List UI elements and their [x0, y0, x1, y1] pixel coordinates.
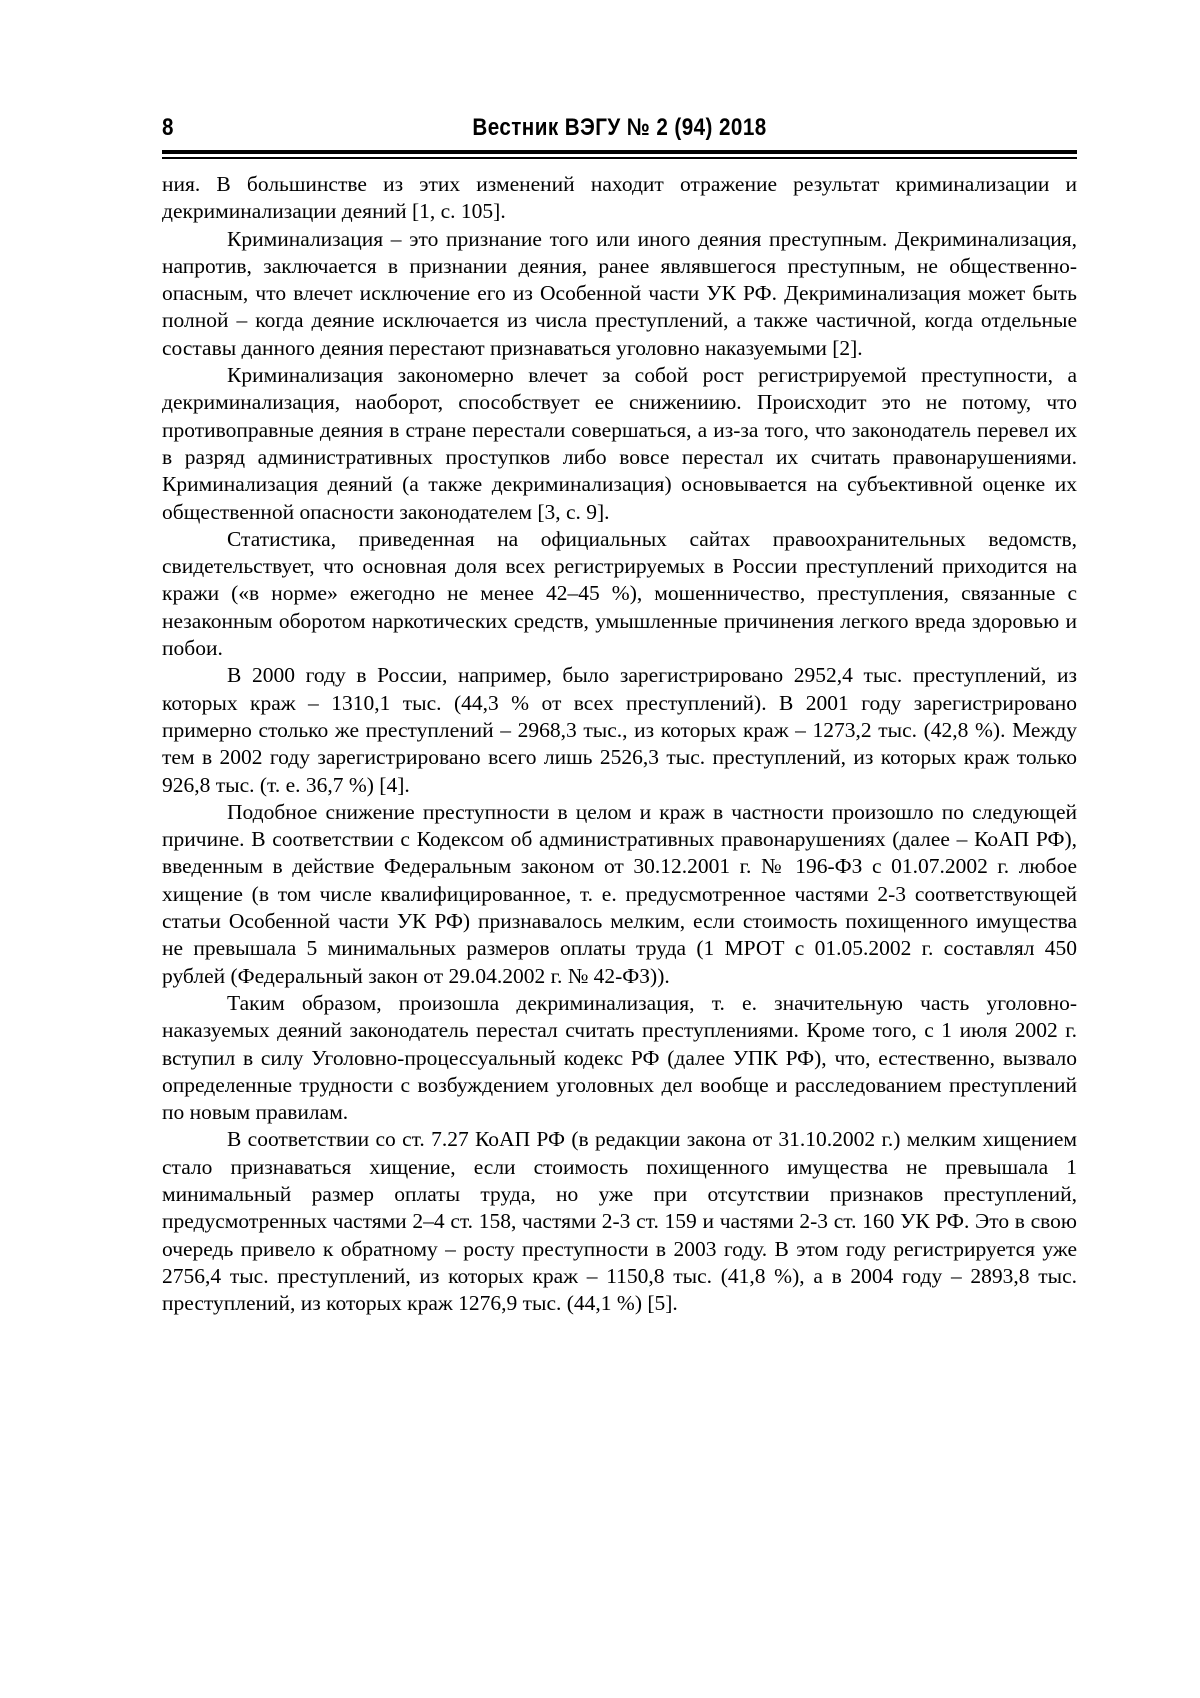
paragraph: Подобное снижение преступности в целом и краж в частности произошло по следующей причине. В соответствии с Кодексом об административных правонарушениях (далее – КоАП РФ), введенным в действие Федеральным законом от 30.12.2001 г. № 196-ФЗ с 01.07.2002 г. любое хищение (в том числе квалифицированное, т. е. предусмотренное частями 2-3 соответствующей статьи Особенной части УК РФ) признавалось мелким, если стоимость похищенного имущества не превышала 5 минимальных размеров оплаты труда (1 МРОТ с 01.05.2002 г. составлял 450 рублей (Федеральный закон от 29.04.2002 г. № 42-ФЗ)). [162, 799, 1077, 988]
paragraph: В соответствии со ст. 7.27 КоАП РФ (в редакции закона от 31.10.2002 г.) мелким хищением стало признаваться хищение, если стоимость похищенного имущества не превышала 1 минимальный размер оплаты труда, но уже при отсутствии признаков преступлений, предусмотренных частями 2–4 ст. 158, частями 2-3 ст. 159 и частями 2-3 ст. 160 УК РФ. Это в свою очередь привело к обратному – росту преступности в 2003 году. В этом году регистрируется уже 2756,4 тыс. преступлений, из которых краж – 1150,8 тыс. (41,8 %), а в 2004 году – 2893,8 тыс. преступлений, из которых краж 1276,9 тыс. (44,1 %) [5]. [162, 1127, 1077, 1316]
paragraph-continued: ния. В большинстве из этих изменений находит отражение результат криминализации и декриминализации деяний [1, с. 105]. [162, 172, 1077, 224]
paragraph: Статистика, приведенная на официальных сайтах правоохранительных ведомств, свидетельствует, что основная доля всех регистрируемых в России преступлений приходится на кражи («в норме» ежегодно не менее 42–45 %), мошенничество, преступления, связанные с незаконным оборотом наркотических средств, умышленные причинения легкого вреда здоровью и побои. [162, 526, 1077, 661]
header-rule-thin [162, 157, 1077, 159]
paragraph: Криминализация – это признание того или иного деяния преступным. Декриминализация, напротив, заключается в признании деяния, ранее являвшегося преступным, не общественно-опасным, что влечет исключение его из Особенной части УК РФ. Декриминализация может быть полной – когда деяние исключается из числа преступлений, а также частичной, когда отдельные составы данного деяния перестают признаваться уголовно наказуемыми [2]. [162, 226, 1077, 360]
paragraph: Криминализация закономерно влечет за собой рост регистрируемой преступности, а декриминализация, наоборот, способствует ее снижениию. Происходит это не потому, что противоправные деяния в стране перестали совершаться, а из-за того, что законодатель перевел их в разряд административных проступков либо вовсе перестал их считать правонарушениями. Криминализация деяний (а также декриминализация) основывается на субъективной оценке их общественной опасности законодателем [3, с. 9]. [162, 363, 1077, 524]
running-header [162, 108, 1077, 146]
header-rule-thick [162, 150, 1077, 154]
journal-title: Вестник ВЭГУ № 2 (94) 2018 [472, 114, 767, 141]
paragraph: В 2000 году в России, например, было зарегистрировано 2952,4 тыс. преступлений, из которых краж – 1310,1 тыс. (44,3 % от всех преступлений). В 2001 году зарегистрировано примерно столько же преступлений – 2968,3 тыс., из которых краж – 1273,2 тыс. (42,8 %). Между тем в 2002 году зарегистрировано всего лишь 2526,3 тыс. преступлений, из которых краж только 926,8 тыс. (т. е. 36,7 %) [4]. [162, 663, 1077, 797]
document-page [162, 108, 1077, 1317]
article-body [162, 171, 1077, 1317]
paragraph: Таким образом, произошла декриминализация, т. е. значительную часть уголовно-наказуемых деяний законодатель перестал считать преступлениями. Кроме того, с 1 июля 2002 г. вступил в силу Уголовно-процессуальный кодекс РФ (далее УПК РФ), что, естественно, вызвало определенные трудности с возбуждением уголовных дел вообще и расследованием преступлений по новым правилам. [162, 990, 1077, 1125]
page-number: 8 [162, 114, 174, 141]
